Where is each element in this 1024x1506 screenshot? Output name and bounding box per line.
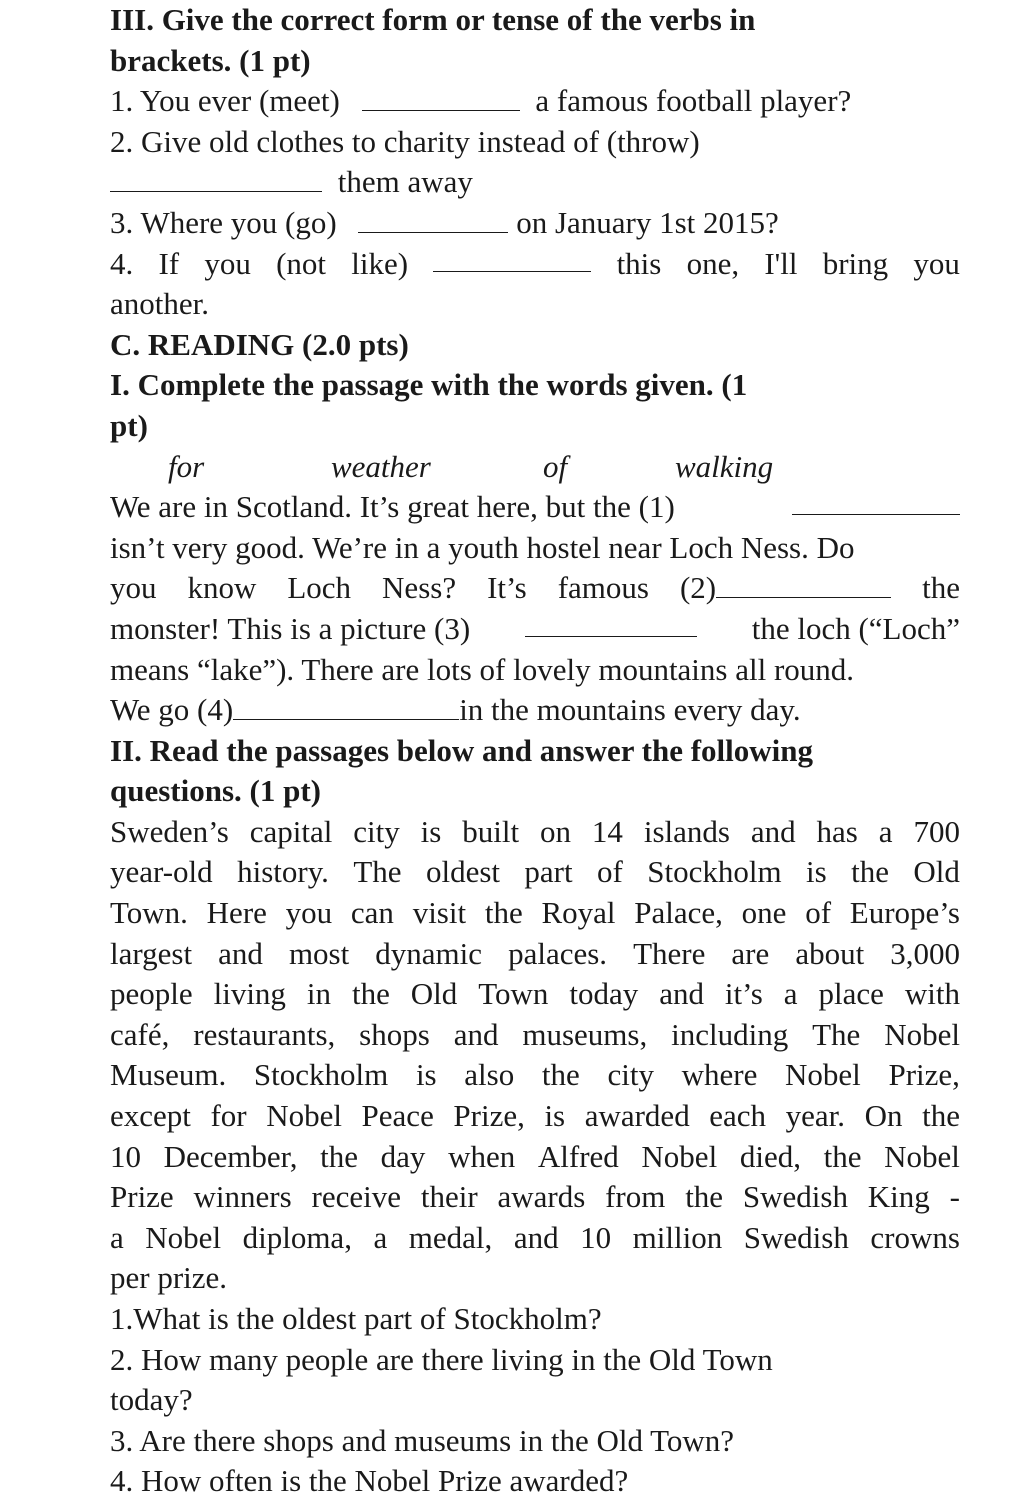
word: a: [110, 1219, 124, 1255]
word: where: [681, 1057, 758, 1093]
word: the: [351, 976, 390, 1012]
word: oldest: [425, 854, 501, 890]
word: the: [685, 1179, 724, 1215]
word: city: [607, 1057, 654, 1093]
word: Nobel: [266, 1098, 342, 1134]
word: each: [709, 1098, 767, 1134]
word: the: [320, 1138, 359, 1174]
word: living: [213, 976, 286, 1012]
word: The: [353, 854, 402, 890]
word: died,: [739, 1138, 801, 1174]
word: King: [867, 1179, 930, 1215]
word: and: [659, 976, 704, 1012]
word: Town: [478, 976, 549, 1012]
verb-question-2-cont: [110, 162, 960, 203]
verb-question-2: 2. Give old clothes to charity instead of (throw): [110, 123, 700, 159]
word: and: [750, 813, 796, 849]
word: you: [285, 895, 333, 931]
word: a: [878, 813, 893, 849]
word-bank-item: of: [543, 448, 568, 484]
word: Old: [913, 854, 960, 890]
passage-line-4: [110, 609, 960, 650]
answer-blank-3[interactable]: [358, 205, 508, 233]
passage-blank-3[interactable]: [525, 609, 697, 637]
word: you: [204, 245, 251, 281]
word: day: [380, 1138, 426, 1174]
word: is: [544, 1098, 566, 1134]
word: diploma,: [242, 1219, 352, 1255]
word: There: [633, 935, 706, 971]
word: 10: [110, 1138, 141, 1174]
word: 4.: [110, 245, 134, 281]
answer-blank-1[interactable]: [362, 83, 520, 111]
passage-text: monster! This is a picture (3): [110, 610, 471, 646]
word: one: [741, 895, 787, 931]
word: the: [541, 1057, 580, 1093]
reading-text-line: [110, 1096, 960, 1137]
word: winners: [193, 1179, 292, 1215]
word: islands: [643, 813, 730, 849]
word: most: [288, 935, 350, 971]
word-bank-item: walking: [675, 448, 774, 484]
word: -: [949, 1179, 960, 1215]
word: about: [795, 935, 865, 971]
passage-blank-4[interactable]: [233, 692, 459, 720]
word: Museum.: [110, 1057, 227, 1093]
passage-text: in the mountains every day.: [459, 692, 801, 728]
word: Peace: [361, 1098, 434, 1134]
section-heading-verbs: III. Give the correct form or tense of the verbs in: [110, 2, 756, 37]
word: Europe’s: [849, 895, 960, 931]
word: it’s: [724, 976, 763, 1012]
passage-text: We are in Scotland. It’s great here, but the (1): [110, 489, 675, 525]
word: year.: [785, 1098, 846, 1134]
word: is: [420, 813, 442, 849]
section-heading-verbs-cont: brackets. (1 pt): [110, 42, 311, 78]
word: December,: [163, 1138, 298, 1174]
word: dynamic: [375, 935, 483, 971]
word: in: [306, 976, 332, 1012]
word-with-blank: [680, 568, 891, 609]
word: the: [823, 1138, 862, 1174]
word: and: [453, 1016, 499, 1052]
word: Ness?: [382, 570, 457, 606]
word: a: [783, 976, 798, 1012]
question-text: 1. You ever (meet): [110, 83, 340, 119]
word: part: [524, 854, 573, 890]
comprehension-question-1: 1.What is the oldest part of Stockholm?: [110, 1301, 602, 1336]
word: visit: [412, 895, 467, 931]
word: history.: [237, 854, 329, 890]
word: receive: [311, 1179, 401, 1215]
word: Swedish: [742, 1179, 848, 1215]
comprehension-question-4: 4. How often is the Nobel Prize awarded?: [110, 1463, 629, 1499]
reading-text-line: [110, 852, 960, 893]
reading-text-line: [110, 1177, 960, 1218]
word: Sweden’s: [110, 813, 229, 849]
word: of: [597, 854, 623, 890]
passage-line-6: [110, 690, 960, 731]
word: Stockholm: [647, 854, 782, 890]
word: I'll: [764, 245, 798, 281]
word: largest: [110, 935, 193, 971]
passage-line-3: [110, 568, 960, 609]
word: bring: [822, 245, 889, 281]
word: Prize: [110, 1179, 174, 1215]
reading-text-line: [110, 974, 960, 1015]
word: awarded: [584, 1098, 690, 1134]
word: the: [851, 854, 889, 890]
word: Stockholm: [253, 1057, 389, 1093]
word: On: [864, 1098, 903, 1134]
reading-text-line: [110, 1015, 960, 1056]
word: including: [671, 1016, 789, 1052]
word: Prize,: [888, 1057, 960, 1093]
word: Alfred: [537, 1138, 619, 1174]
reading-text-line: [110, 812, 960, 853]
verb-question-3: [110, 203, 960, 244]
reading-text-line: [110, 1137, 960, 1178]
passage-blank-1[interactable]: [792, 487, 960, 515]
word: (2): [679, 570, 717, 606]
word: Nobel: [145, 1219, 222, 1255]
passage-text: We go (4): [110, 692, 234, 728]
reading-text-line: [110, 1218, 960, 1259]
word: 10: [580, 1219, 612, 1255]
word: If: [158, 245, 180, 281]
part1-heading-cont: pt): [110, 407, 148, 443]
word: medal,: [408, 1219, 493, 1255]
word: year-old: [110, 854, 213, 890]
word: museums,: [522, 1016, 648, 1052]
word: a: [373, 1219, 388, 1255]
word: for: [210, 1098, 247, 1134]
word: Swedish: [743, 1219, 849, 1255]
word: with: [904, 976, 960, 1012]
part1-heading: I. Complete the passage with the words given. (1: [110, 367, 748, 403]
word: the: [922, 1098, 960, 1134]
word: million: [632, 1219, 723, 1255]
word: shops: [359, 1016, 430, 1052]
word: today: [569, 976, 639, 1012]
word: awards: [497, 1179, 586, 1215]
word-bank-item: weather: [331, 448, 431, 484]
word: Royal: [541, 895, 616, 931]
answer-blank-4[interactable]: [433, 244, 591, 272]
word: Nobel: [884, 1138, 960, 1174]
passage-line-1: [110, 487, 960, 528]
word: café,: [110, 1016, 170, 1052]
passage-blank-2[interactable]: [716, 570, 891, 598]
word: Town.: [110, 895, 188, 931]
word: 700: [913, 813, 960, 849]
comprehension-question-3: 3. Are there shops and museums in the Old Town?: [110, 1422, 735, 1458]
passage-line-2: isn’t very good. We’re in a youth hostel near Loch Ness. Do: [110, 529, 855, 565]
word: people: [110, 976, 193, 1012]
word: their: [420, 1179, 478, 1215]
reading-section-heading: C. READING (2.0 pts): [110, 326, 409, 362]
word: is: [415, 1057, 437, 1093]
word: on: [540, 813, 572, 849]
question-text: 3. Where you (go): [110, 204, 337, 240]
word: place: [818, 976, 884, 1012]
answer-blank-2[interactable]: [110, 164, 322, 192]
word: this: [616, 245, 662, 281]
reading-text-line: [110, 934, 960, 975]
word: Nobel: [641, 1138, 718, 1174]
word: 3,000: [890, 935, 960, 971]
word: Prize,: [453, 1098, 525, 1134]
word: is: [806, 854, 827, 890]
word: Here: [206, 895, 267, 931]
passage-text: the loch (“Loch”: [751, 610, 960, 646]
word-bank-item: for: [168, 448, 205, 484]
word: famous: [557, 570, 649, 606]
comprehension-question-2-cont: today?: [110, 1382, 193, 1418]
word: from: [605, 1179, 666, 1215]
reading-text-line: [110, 893, 960, 934]
word: It’s: [487, 570, 527, 606]
word: and: [218, 935, 263, 971]
word: and: [513, 1219, 559, 1255]
word: are: [731, 935, 770, 971]
comprehension-question-2: 2. How many people are there living in the Old Town: [110, 1341, 773, 1377]
word: Old: [410, 976, 458, 1012]
word: Nobel: [785, 1057, 861, 1093]
reading-text-line: [110, 1055, 960, 1096]
word: know: [187, 570, 257, 606]
word: the: [922, 570, 960, 606]
verb-question-1: [110, 81, 960, 122]
word: Loch: [287, 570, 352, 606]
word: capital: [249, 813, 333, 849]
word: restaurants,: [193, 1016, 336, 1052]
word: The: [812, 1016, 861, 1052]
question-text: on January 1st 2015?: [516, 204, 779, 240]
word: (not: [276, 245, 327, 281]
word: Nobel: [884, 1016, 960, 1052]
word: built: [462, 813, 520, 849]
question-text: them away: [337, 164, 473, 200]
word: crowns: [870, 1219, 960, 1255]
word: when: [448, 1138, 516, 1174]
passage-line-5: means “lake”). There are lots of lovely mountains all round.: [110, 651, 855, 687]
worksheet-page: [110, 0, 960, 1502]
word: has: [816, 813, 858, 849]
word: Palace,: [634, 895, 723, 931]
word: the: [484, 895, 523, 931]
word: city: [353, 813, 400, 849]
word: like): [351, 245, 409, 281]
word: palaces.: [508, 935, 608, 971]
part2-heading: II. Read the passages below and answer the following: [110, 732, 814, 768]
verb-question-4-cont: another.: [110, 286, 209, 322]
verb-question-4: [110, 244, 960, 285]
word: you: [110, 570, 157, 606]
word: can: [350, 895, 394, 931]
word: one,: [686, 245, 740, 281]
word: 14: [591, 813, 623, 849]
word-bank: [110, 447, 960, 488]
word: also: [464, 1057, 515, 1093]
word: of: [805, 895, 832, 931]
part2-heading-cont: questions. (1 pt): [110, 773, 322, 809]
reading-text-line-last: per prize.: [110, 1260, 228, 1296]
word: except: [110, 1098, 191, 1134]
word: you: [913, 245, 960, 281]
question-text: a famous football player?: [535, 83, 852, 119]
